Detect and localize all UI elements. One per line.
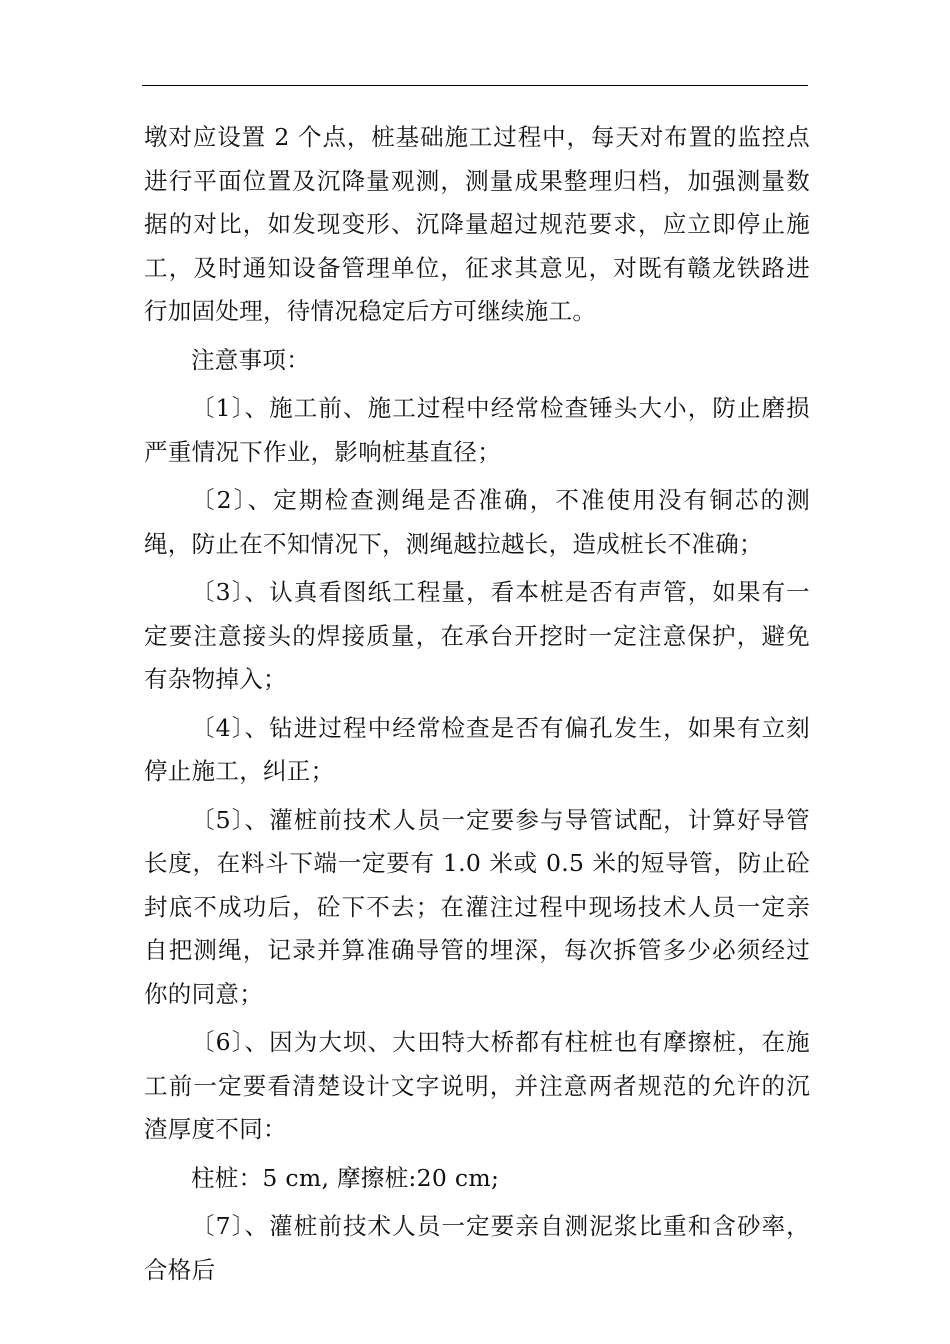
paragraph-note-3: 〔3〕、认真看图纸工程量，看本桩是否有声管，如果有一定要注意接头的焊接质量，在承台开挖时一定注意保护，避免有杂物掉入；: [144, 578, 810, 693]
paragraph-note-5: 〔5〕、灌桩前技术人员一定要参与导管试配，计算好导管长度，在料斗下端一定要有 1.0 米或 0.5 米的短导管，防止砼封底不成功后，砼下不去；在灌注过程中现场技术人员一定亲自把测绳，记录并算准确导管的埋深，每次拆管多少必须经过你的同意；: [144, 805, 810, 1008]
header-rule: [142, 85, 808, 86]
paragraph-note-4: 〔4〕、钻进过程中经常检查是否有偏孔发生，如果有立刻停止施工，纠正；: [144, 713, 810, 785]
paragraph-sediment-values: 柱桩：5 cm, 摩擦桩:20 cm;: [191, 1163, 500, 1192]
paragraph-continuation: 墩对应设置 2 个点，桩基础施工过程中，每天对布置的监控点进行平面位置及沉降量观测，测量成果整理归档，加强测量数据的对比，如发现变形、沉降量超过规范要求，应立即停止施工，及时通知设备管理单位，征求其意见，对既有赣龙铁路进行加固处理，待情况稳定后方可继续施工。: [144, 123, 810, 325]
paragraph-note-1: 〔1〕、施工前、施工过程中经常检查锤头大小，防止磨损严重情况下作业，影响桩基直径；: [144, 394, 810, 466]
body-text: [144, 116, 810, 1297]
paragraph-notes-heading: 注意事项：: [191, 345, 310, 374]
paragraph-note-6: 〔6〕、因为大坝、大田特大桥都有柱桩也有摩擦桩，在施工前一定要看清楚设计文字说明，并注意两者规范的允许的沉渣厚度不同：: [144, 1028, 810, 1143]
paragraph-note-2: 〔2〕、定期检查测绳是否准确，不准使用没有铜芯的测绳，防止在不知情况下，测绳越拉越长，造成桩长不准确；: [144, 486, 810, 558]
paragraph-note-7: 〔7〕、灌桩前技术人员一定要亲自测泥浆比重和含砂率，合格后: [144, 1212, 810, 1284]
